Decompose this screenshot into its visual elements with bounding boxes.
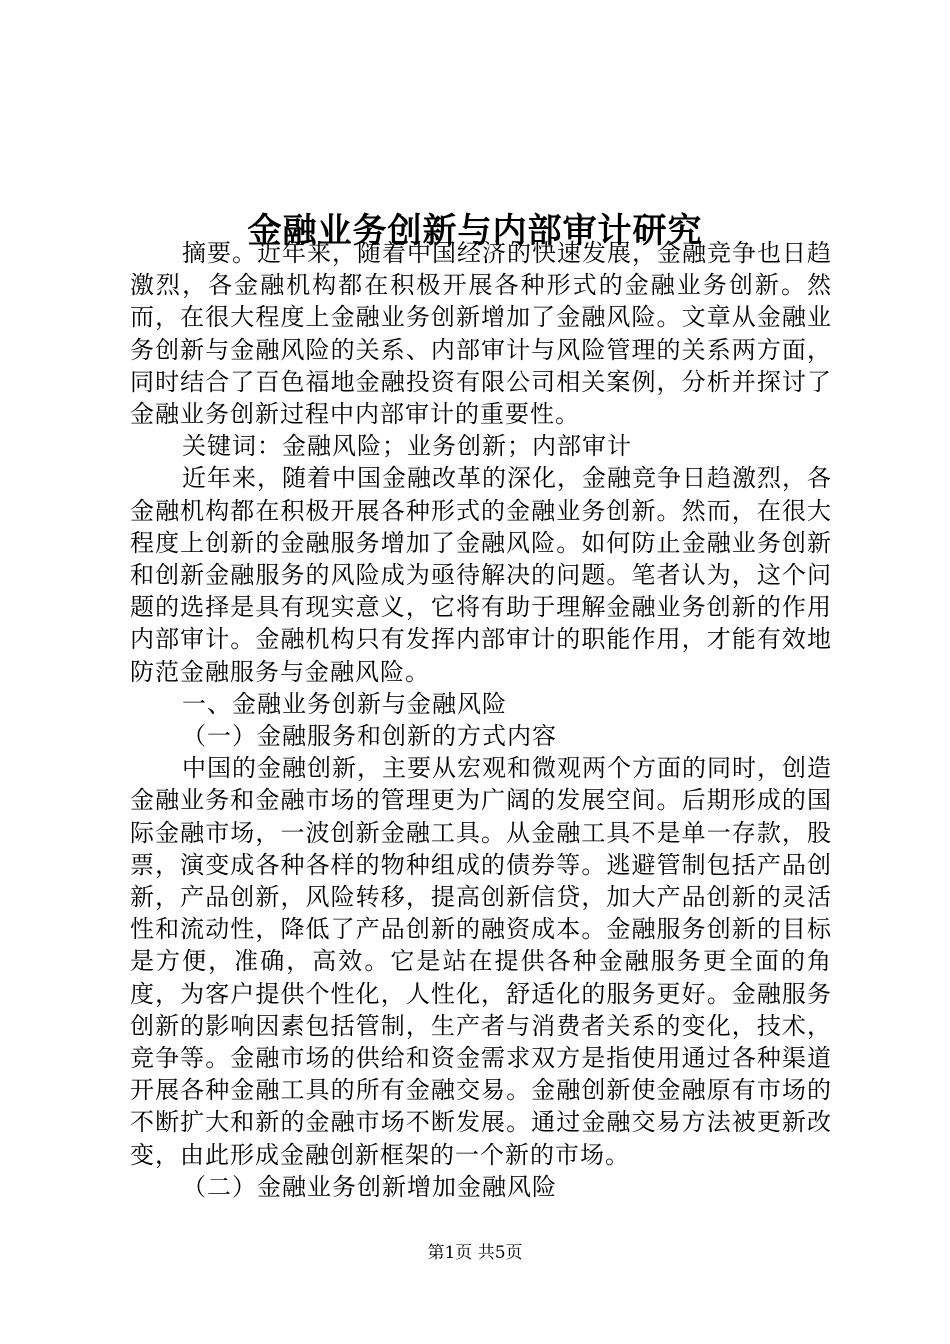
document-body xyxy=(130,237,832,1203)
keywords-paragraph: 关键词：金融风险；业务创新；内部审计 xyxy=(182,432,632,461)
intro-paragraph: 近年来，随着中国金融改革的深化，金融竞争日趋激烈，各金融机构都在积极开展各种形式的金融业务创新。然而，在很大程度上创新的金融服务增加了金融风险。如何防止金融业务创新和创新金融服务的风险成为亟待解决的问题。笔者认为，这个问题的选择是具有现实意义，它将有助于理解金融业务创新的作用内部审计。金融机构只有发挥内部审计的职能作用，才能有效地防范金融服务与金融风险。 xyxy=(130,464,832,686)
page-footer: 第1页 共5页 xyxy=(427,1243,523,1263)
section-heading-1: 一、金融业务创新与金融风险 xyxy=(182,689,507,718)
subsection-heading-1-2: （二）金融业务创新增加金融风险 xyxy=(182,1172,557,1201)
body-paragraph: 中国的金融创新，主要从宏观和微观两个方面的同时，创造金融业务和金融市场的管理更为广阔的发展空间。后期形成的国际金融市场，一波创新金融工具。从金融工具不是单一存款，股票，演变成各种各样的物种组成的债券等。逃避管制包括产品创新，产品创新，风险转移，提高创新信贷，加大产品创新的灵活性和流动性，降低了产品创新的融资成本。金融服务创新的目标是方便，准确，高效。它是站在提供各种金融服务更全面的角度，为客户提供个性化，人性化，舒适化的服务更好。金融服务创新的影响因素包括管制，生产者与消费者关系的变化，技术，竞争等。金融市场的供给和资金需求双方是指使用通过各种渠道开展各种金融工具的所有金融交易。金融创新使金融原有市场的不断扩大和新的金融市场不断发展。通过金融交易方法被更新改变，由此形成金融创新框架的一个新的市场。 xyxy=(130,754,832,1169)
abstract-paragraph: 摘要。近年来，随着中国经济的快速发展，金融竞争也日趋激烈，各金融机构都在积极开展各种形式的金融业务创新。然而，在很大程度上金融业务创新增加了金融风险。文章从金融业务创新与金融风险的关系、内部审计与风险管理的关系两方面，同时结合了百色福地金融投资有限公司相关案例，分析并探讨了金融业务创新过程中内部审计的重要性。 xyxy=(130,239,832,429)
subsection-heading-1-1: （一）金融服务和创新的方式内容 xyxy=(182,722,557,751)
document-title: 金融业务创新与内部审计研究 xyxy=(247,210,703,251)
